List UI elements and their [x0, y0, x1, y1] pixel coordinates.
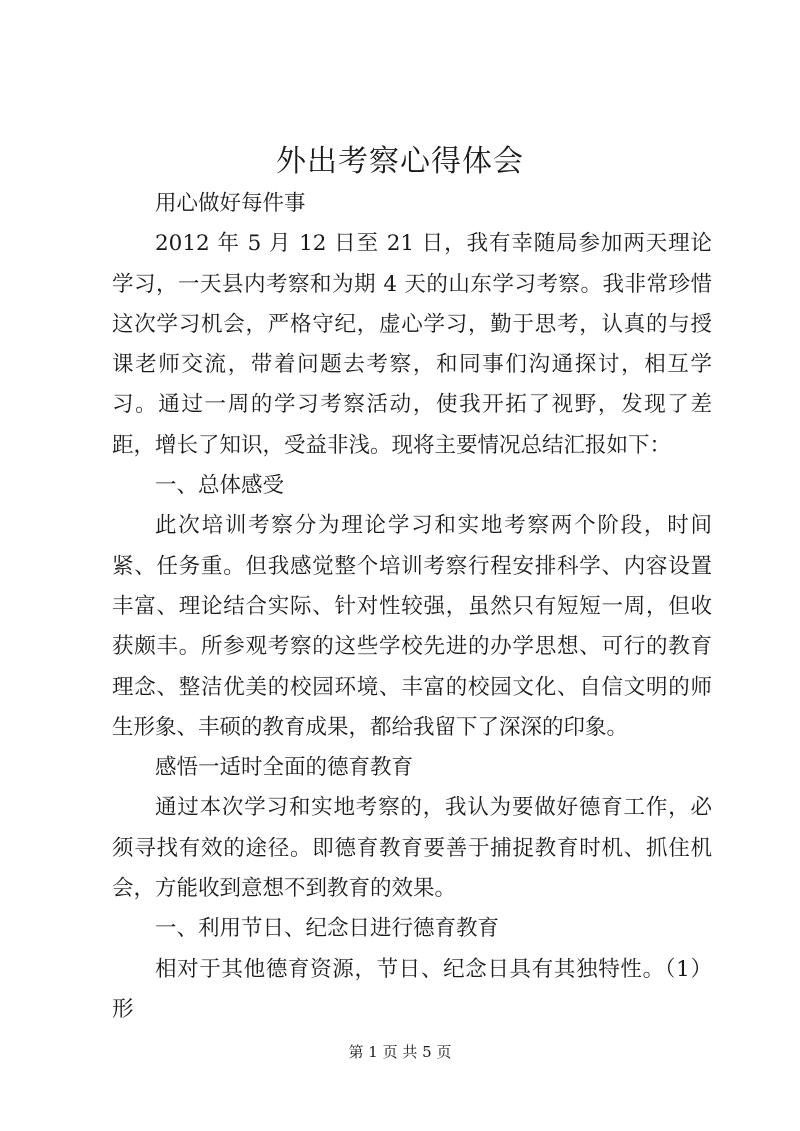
body-paragraph: 相对于其他德育资源，节日、纪念日具有其独特性。（1）形 — [112, 956, 712, 1022]
body-paragraph: 此次培训考察分为理论学习和实地考察两个阶段，时间紧、任务重。但我感觉整个培训考察行程安排科学、内容设置丰富、理论结合实际、针对性较强，虽然只有短短一周，但收获颇丰。所参观考察的这些学校先进的办学思想、可行的教育理念、整洁优美的校园环境、丰富的校园文化、自信文明的师生形象、丰硕的教育成果，都给我留下了深深的印象。 — [112, 513, 712, 740]
section-heading: 感悟一适时全面的德育教育 — [155, 755, 414, 781]
document-body — [112, 184, 712, 1030]
body-paragraph: 通过本次学习和实地考察的，我认为要做好德育工作，必须寻找有效的途径。即德育教育要善于捕捉教育时机、抓住机会，方能收到意想不到教育的效果。 — [112, 795, 712, 902]
section-heading: 一、总体感受 — [155, 473, 285, 499]
page-number: 第 1 页 共 5 页 — [348, 1043, 452, 1061]
section-heading: 用心做好每件事 — [155, 191, 306, 216]
section-heading: 一、利用节日、纪念日进行德育教育 — [155, 916, 500, 942]
document-title: 外出考察心得体会 — [276, 144, 524, 179]
body-paragraph: 2012 年 5 月 12 日至 21 日，我有幸随局参加两天理论学习，一天县内考察和为期 4 天的山东学习考察。我非常珍惜这次学习机会，严格守纪，虚心学习，勤于思考，认真的与授课老师交流，带着问题去考察，和同事们沟通探讨，相互学习。通过一周的学习考察活动，使我开拓了视野，发现了差距，增长了知识，受益非浅。现将主要情况总结汇报如下： — [112, 231, 712, 458]
